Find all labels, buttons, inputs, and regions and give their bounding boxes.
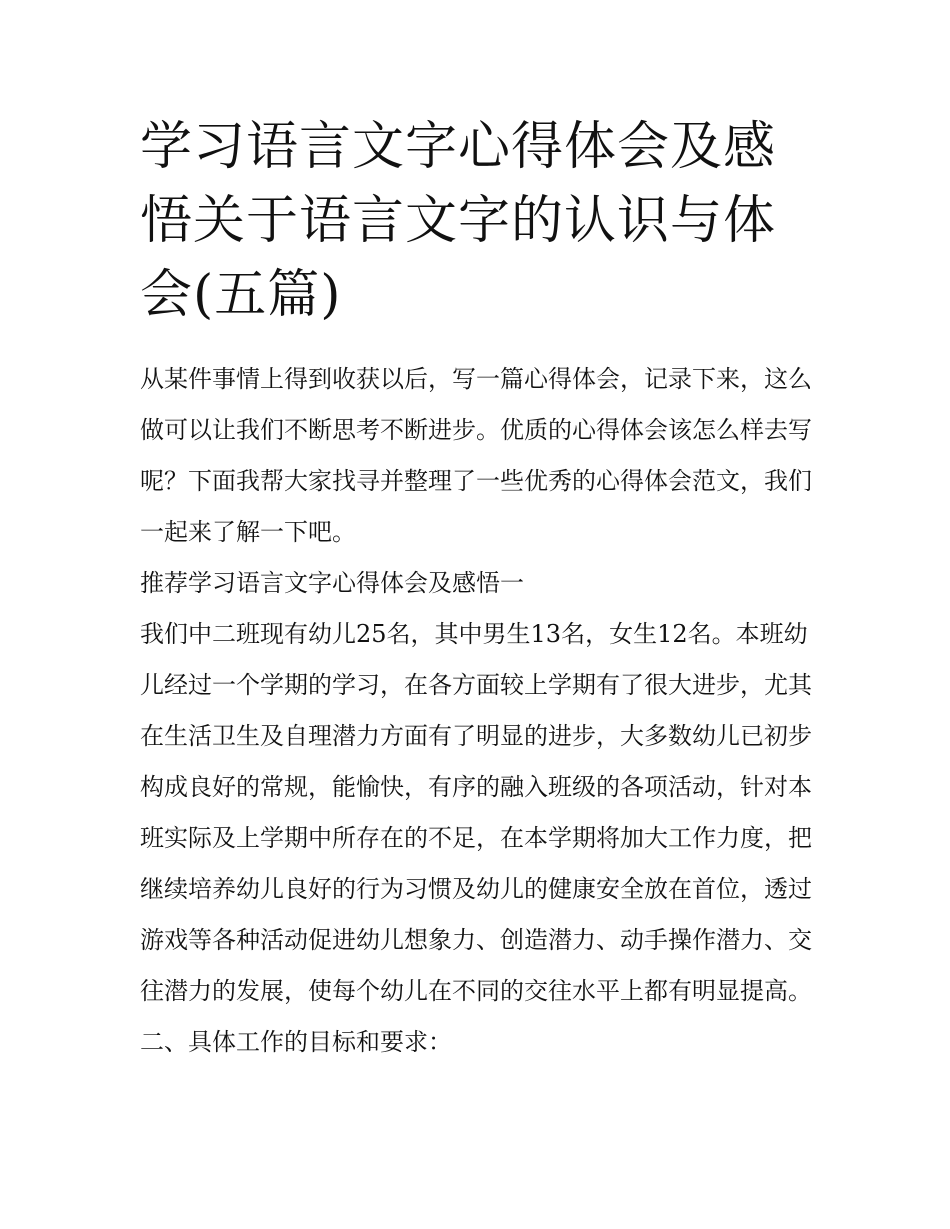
document-page [140, 110, 820, 1068]
section-body-1: 我们中二班现有幼儿25名，其中男生13名，女生12名。本班幼儿经过一个学期的学习，在各方面较上学期有了很大进步，尤其在生活卫生及自理潜力方面有了明显的进步，大多数幼儿已初步构成良好的常规，能愉快，有序的融入班级的各项活动，针对本班实际及上学期中所存在的不足，在本学期将加大工作力度，把继续培养幼儿良好的行为习惯及幼儿的健康安全放在首位，透过游戏等各种活动促进幼儿想象力、创造潜力、动手操作潜力、交往潜力的发展，使每个幼儿在不同的交往水平上都有明显提高。 [140, 620, 812, 1005]
subheading-2: 二、具体工作的目标和要求： [140, 1028, 452, 1056]
intro-paragraph: 从某件事情上得到收获以后，写一篇心得体会，记录下来，这么做可以让我们不断思考不断进步。优质的心得体会该怎么样去写呢？下面我帮大家找寻并整理了一些优秀的心得体会范文，我们一起来了解一下吧。 [140, 365, 812, 546]
section-heading-1: 推荐学习语言文字心得体会及感悟一 [140, 569, 524, 597]
document-title: 学习语言文字心得体会及感悟关于语言文字的认识与体会(五篇) [140, 117, 777, 325]
